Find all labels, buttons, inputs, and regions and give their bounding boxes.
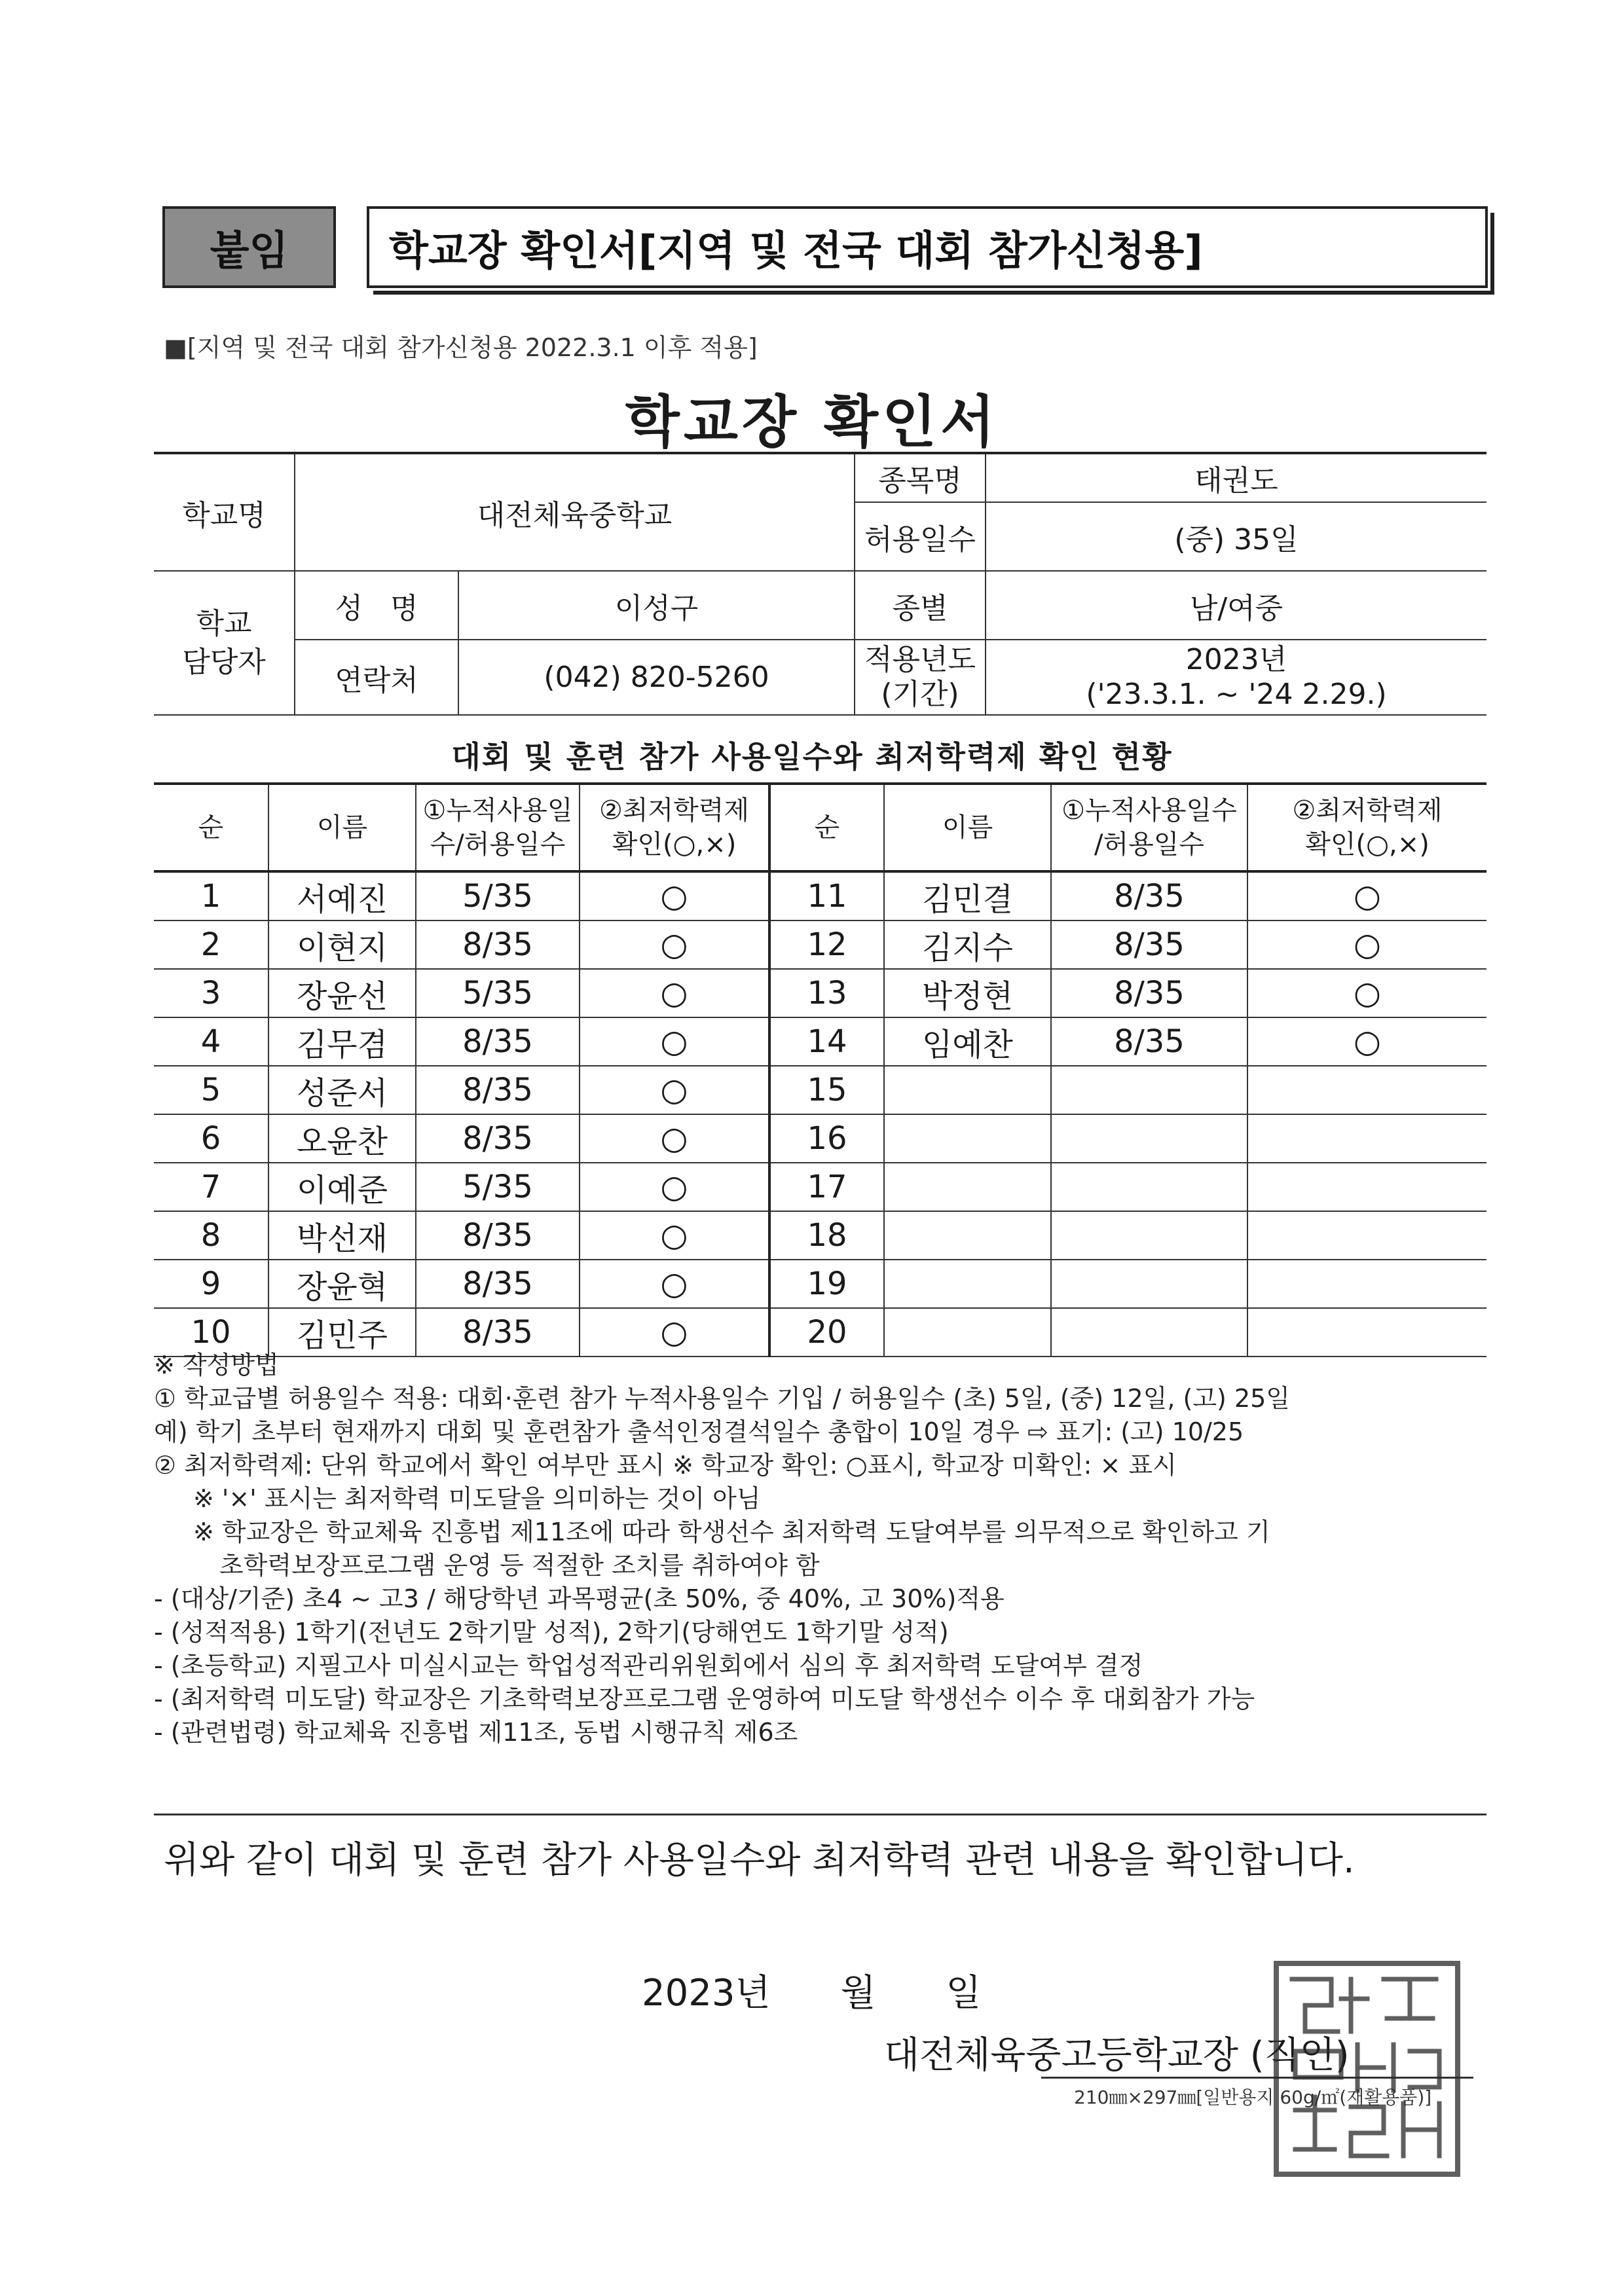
attachment-tag: 붙임 [162, 206, 336, 288]
min-academic-check: ○ [1247, 871, 1486, 920]
used-days: 8/35 [416, 1066, 580, 1114]
student-name: 이현지 [268, 920, 416, 969]
confirmation-statement: 위와 같이 대회 및 훈련 참가 사용일수와 최저학력 관련 내용을 확인합니다. [164, 1839, 1355, 1882]
row-number: 5 [154, 1066, 268, 1114]
student-name: 김민주 [268, 1308, 416, 1357]
student-name: 임예찬 [884, 1017, 1051, 1066]
method-line-7: - (대상/기준) 초4 ~ 고3 / 해당학년 과목평균(초 50%, 중 40%, 고 30%)적용 [154, 1584, 1005, 1613]
divider [154, 1813, 1486, 1815]
method-line-5: ※ 학교장은 학교체육 진흥법 제11조에 따라 학생선수 최저학력 도달여부를 의무적으로 확인하고 기 [193, 1518, 1270, 1546]
school-name-label: 학교명 [154, 453, 295, 571]
row-number: 9 [154, 1260, 268, 1308]
row-number: 10 [154, 1308, 268, 1357]
principal-signature-line: 대전체육중고등학교장 (직인) [884, 2034, 1350, 2077]
method-line-9: - (초등학교) 지필고사 미실시교는 학업성적관리위원회에서 심의 후 최저학력 도달여부 결정 [154, 1651, 1143, 1680]
header-no: 순 [154, 784, 268, 871]
method-line-3: ② 최저학력제: 단위 학교에서 확인 여부만 표시 ※ 학교장 확인: ○표시, 학교장 미확인: × 표시 [154, 1451, 1177, 1480]
page-title: 학교장 확인서 [625, 390, 999, 455]
official-seal [1274, 1961, 1460, 2177]
student-name: 김무겸 [268, 1017, 416, 1066]
student-name: 김지수 [884, 920, 1051, 969]
manager-name-value: 이성구 [458, 571, 855, 640]
student-name: 장윤혁 [268, 1260, 416, 1308]
student-name [884, 1260, 1051, 1308]
student-name: 김민결 [884, 871, 1051, 920]
paper-spec-footer: 210㎜×297㎜[일반용지 60g/㎡(재활용품)] [1074, 2086, 1432, 2108]
student-name: 이예준 [268, 1163, 416, 1211]
status-subheading: 대회 및 훈련 참가 사용일수와 최저학력제 확인 현황 [451, 739, 1173, 774]
min-academic-check: ○ [580, 1066, 769, 1114]
roster-row [154, 1260, 1486, 1308]
row-number: 15 [769, 1066, 884, 1114]
method-line-1: ① 학교급별 허용일수 적용: 대회·훈련 참가 누적사용일수 기입 / 허용일수 (초) 5일, (중) 12일, (고) 25일 [154, 1384, 1291, 1413]
header-days: ①누적사용일 수/허용일수 [416, 784, 580, 871]
allowed-days-value: (중) 35일 [986, 502, 1486, 571]
method-line-6: 초학력보장프로그램 운영 등 적절한 조치를 취하여야 함 [219, 1551, 820, 1580]
signing-date: 2023년 월 일 [642, 1972, 982, 2014]
min-academic-check [1247, 1066, 1486, 1114]
min-academic-check [1247, 1114, 1486, 1163]
roster-row [154, 1163, 1486, 1211]
school-info-table [154, 452, 1486, 716]
roster-row [154, 969, 1486, 1017]
used-days: 8/35 [416, 1017, 580, 1066]
header-days: ①누적사용일수 /허용일수 [1051, 784, 1247, 871]
method-line-8: - (성적적용) 1학기(전년도 2학기말 성적), 2학기(당해연도 1학기말 성적) [154, 1618, 949, 1647]
year-value: 2023년 ('23.3.1. ~ '24 2.29.) [986, 640, 1486, 715]
student-name [884, 1066, 1051, 1114]
min-academic-check [1247, 1163, 1486, 1211]
used-days: 8/35 [1051, 920, 1247, 969]
min-academic-check: ○ [1247, 969, 1486, 1017]
row-number: 17 [769, 1163, 884, 1211]
used-days [1051, 1211, 1247, 1260]
used-days: 8/35 [416, 1260, 580, 1308]
min-academic-check: ○ [580, 1163, 769, 1211]
row-number: 7 [154, 1163, 268, 1211]
method-line-10: - (최저학력 미도달) 학교장은 기초학력보장프로그램 운영하여 미도달 학생선수 이수 후 대회참가 가능 [154, 1685, 1255, 1713]
roster-table [154, 782, 1486, 1357]
seal-graphic [1279, 1966, 1455, 2172]
used-days: 8/35 [1051, 969, 1247, 1017]
year-label: 적용년도 (기간) [855, 640, 986, 715]
student-name: 박선재 [268, 1211, 416, 1260]
min-academic-check: ○ [580, 1308, 769, 1357]
min-academic-check: ○ [1247, 1017, 1486, 1066]
contact-value: (042) 820-5260 [458, 640, 855, 715]
header-check: ②최저학력제 확인(○,×) [1247, 784, 1486, 871]
used-days: 5/35 [416, 969, 580, 1017]
min-academic-check: ○ [580, 1211, 769, 1260]
method-line-11: - (관련법령) 학교체육 진흥법 제11조, 동법 시행규칙 제6조 [154, 1718, 798, 1747]
row-number: 4 [154, 1017, 268, 1066]
student-name [884, 1114, 1051, 1163]
used-days [1051, 1066, 1247, 1114]
min-academic-check [1247, 1211, 1486, 1260]
used-days: 8/35 [416, 920, 580, 969]
used-days: 8/35 [416, 1308, 580, 1357]
sport-label: 종목명 [855, 453, 986, 502]
min-academic-check: ○ [580, 871, 769, 920]
method-line-4: ※ '×' 표시는 최저학력 미도달을 의미하는 것이 아님 [193, 1484, 761, 1513]
student-name [884, 1163, 1051, 1211]
student-name: 박정현 [884, 969, 1051, 1017]
contact-label: 연락처 [295, 640, 458, 715]
roster-row [154, 920, 1486, 969]
used-days: 8/35 [1051, 871, 1247, 920]
roster-row [154, 871, 1486, 920]
used-days: 8/35 [416, 1114, 580, 1163]
header-name: 이름 [884, 784, 1051, 871]
manager-name-label: 성 명 [295, 571, 458, 640]
used-days [1051, 1163, 1247, 1211]
row-number: 20 [769, 1308, 884, 1357]
used-days: 5/35 [416, 871, 580, 920]
roster-row [154, 1114, 1486, 1163]
header-name: 이름 [268, 784, 416, 871]
school-name-value: 대전체육중학교 [295, 453, 855, 571]
min-academic-check [1247, 1260, 1486, 1308]
student-name: 오윤찬 [268, 1114, 416, 1163]
roster-row [154, 1211, 1486, 1260]
row-number: 13 [769, 969, 884, 1017]
used-days: 8/35 [1051, 1017, 1247, 1066]
roster-header-row [154, 784, 1486, 871]
used-days: 5/35 [416, 1163, 580, 1211]
sport-value: 태권도 [986, 453, 1486, 502]
student-name: 성준서 [268, 1066, 416, 1114]
row-number: 2 [154, 920, 268, 969]
min-academic-check: ○ [580, 1017, 769, 1066]
min-academic-check: ○ [580, 920, 769, 969]
row-number: 3 [154, 969, 268, 1017]
row-number: 12 [769, 920, 884, 969]
writing-method [154, 1349, 1477, 1749]
row-number: 19 [769, 1260, 884, 1308]
min-academic-check: ○ [1247, 920, 1486, 969]
header-check: ②최저학력제 확인(○,×) [580, 784, 769, 871]
allowed-days-label: 허용일수 [855, 502, 986, 571]
student-name: 서예진 [268, 871, 416, 920]
row-number: 8 [154, 1211, 268, 1260]
method-line-2: 예) 학기 초부터 현재까지 대회 및 훈련참가 출석인정결석일수 총합이 10일 경우 ⇨ 표기: (고) 10/25 [154, 1417, 1244, 1446]
school-manager-label: 학교 담당자 [154, 571, 295, 715]
row-number: 11 [769, 871, 884, 920]
row-number: 14 [769, 1017, 884, 1066]
header-no: 순 [769, 784, 884, 871]
row-number: 18 [769, 1211, 884, 1260]
row-number: 6 [154, 1114, 268, 1163]
roster-row [154, 1017, 1486, 1066]
min-academic-check: ○ [580, 1260, 769, 1308]
min-academic-check: ○ [580, 1114, 769, 1163]
row-number: 16 [769, 1114, 884, 1163]
min-academic-check: ○ [580, 969, 769, 1017]
used-days [1051, 1260, 1247, 1308]
roster-row [154, 1066, 1486, 1114]
gender-value: 남/여중 [986, 571, 1486, 640]
applicability-note: ■[지역 및 전국 대회 참가신청용 2022.3.1 이후 적용] [164, 333, 758, 362]
student-name: 장윤선 [268, 969, 416, 1017]
gender-label: 종별 [855, 571, 986, 640]
used-days: 8/35 [416, 1211, 580, 1260]
student-name [884, 1211, 1051, 1260]
method-title: ※ 작성방법 [154, 1351, 279, 1379]
used-days [1051, 1114, 1247, 1163]
row-number: 1 [154, 871, 268, 920]
document-header-title: 학교장 확인서[지역 및 전국 대회 참가신청용] [367, 206, 1488, 288]
